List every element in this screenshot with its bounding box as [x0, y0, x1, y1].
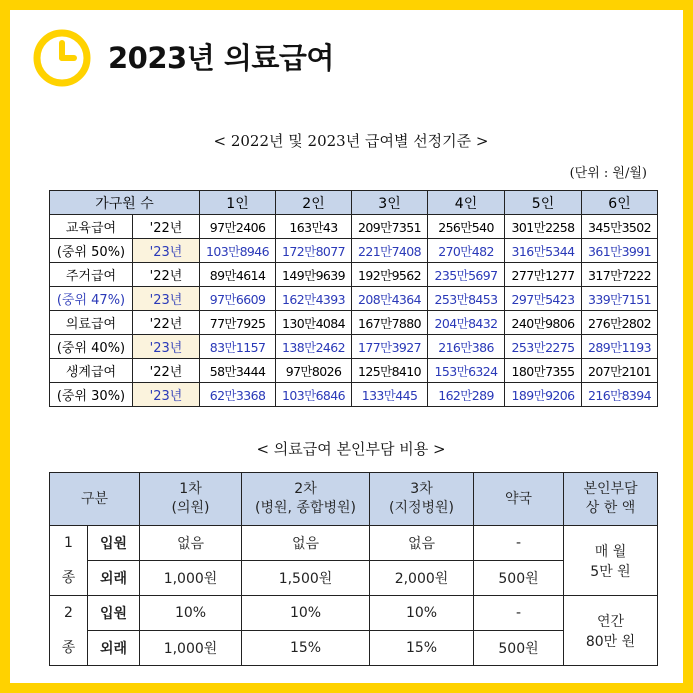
tier2-desc: (병원, 종합병원)	[255, 500, 356, 516]
value-cell: 138만2462	[276, 335, 352, 359]
value-cell: 83만1157	[200, 335, 276, 359]
value-cell: 89만4614	[200, 263, 276, 287]
table2-header-row	[50, 473, 658, 526]
class-2-cell	[50, 596, 88, 666]
year-cell: '22년	[133, 215, 200, 239]
value-cell: 153만6324	[428, 359, 505, 383]
value-cell: 235만5697	[428, 263, 505, 287]
table-row	[50, 359, 658, 383]
value-cell: 130만4084	[276, 311, 352, 335]
header-pharmacy: 약국	[474, 473, 564, 526]
cap-label-1: 본인부담	[583, 481, 638, 497]
tier3-label: 3차	[410, 481, 433, 497]
value-cell: 209만7351	[352, 215, 428, 239]
value-cell: 없음	[370, 526, 474, 561]
header-type: 구분	[50, 473, 140, 526]
value-cell: 177만3927	[352, 335, 428, 359]
cap-amount: 80만 원	[585, 633, 636, 650]
header-2p: 2인	[276, 191, 352, 215]
table1-header-row	[50, 191, 658, 215]
header-4p: 4인	[428, 191, 505, 215]
benefit-ratio: (중위 47%)	[50, 287, 133, 311]
value-cell: 301만2258	[505, 215, 582, 239]
value-cell: 277만1277	[505, 263, 582, 287]
value-cell: 207만2101	[582, 359, 658, 383]
table-row	[50, 263, 658, 287]
table1-caption: < 2022년 및 2023년 급여별 선정기준 >	[213, 132, 489, 150]
value-cell: 289만1193	[582, 335, 658, 359]
header-tier2	[242, 473, 370, 526]
care-type: 외래	[88, 561, 140, 596]
value-cell: 163만43	[276, 215, 352, 239]
table-row	[50, 215, 658, 239]
value-cell: 133만445	[352, 383, 428, 407]
cap-amount: 5만 원	[590, 563, 631, 580]
clock-icon	[32, 28, 92, 88]
value-cell: -	[474, 526, 564, 561]
class-label: 종	[61, 639, 76, 656]
benefit-ratio: (중위 30%)	[50, 383, 133, 407]
care-type: 외래	[88, 631, 140, 666]
benefit-name: 생계급여	[50, 359, 133, 383]
year-cell: '22년	[133, 263, 200, 287]
value-cell: 297만5423	[505, 287, 582, 311]
year-cell: '23년	[133, 287, 200, 311]
benefit-name: 교육급여	[50, 215, 133, 239]
table-row	[50, 526, 658, 561]
header-tier1	[140, 473, 242, 526]
value-cell: 339만7151	[582, 287, 658, 311]
table-row	[50, 335, 658, 359]
value-cell: 97만2406	[200, 215, 276, 239]
class-num: 1	[64, 534, 73, 551]
value-cell: 216만386	[428, 335, 505, 359]
value-cell: 1,500원	[242, 561, 370, 596]
value-cell: 189만9206	[505, 383, 582, 407]
value-cell: 15%	[370, 631, 474, 666]
value-cell: 125만8410	[352, 359, 428, 383]
value-cell: 58만3444	[200, 359, 276, 383]
value-cell: 221만7408	[352, 239, 428, 263]
benefit-ratio: (중위 40%)	[50, 335, 133, 359]
cap-cell	[564, 526, 658, 596]
value-cell: 103만6846	[276, 383, 352, 407]
care-type: 입원	[88, 526, 140, 561]
header-cap	[564, 473, 658, 526]
header-5p: 5인	[505, 191, 582, 215]
copayment-table	[49, 472, 658, 666]
value-cell: 317만7222	[582, 263, 658, 287]
table-row	[50, 239, 658, 263]
care-type: 입원	[88, 596, 140, 631]
tier1-label: 1차	[179, 481, 202, 497]
table1-unit: (단위 : 원/월)	[569, 166, 647, 181]
value-cell: 없음	[242, 526, 370, 561]
value-cell: 10%	[242, 596, 370, 631]
year-cell: '23년	[133, 383, 200, 407]
value-cell: 167만7880	[352, 311, 428, 335]
value-cell: 162만4393	[276, 287, 352, 311]
table-row	[50, 383, 658, 407]
header-3p: 3인	[352, 191, 428, 215]
value-cell: 208만4364	[352, 287, 428, 311]
value-cell: 162만289	[428, 383, 505, 407]
value-cell: 345만3502	[582, 215, 658, 239]
value-cell: 149만9639	[276, 263, 352, 287]
value-cell: 62만3368	[200, 383, 276, 407]
table2-caption: < 의료급여 본인부담 비용 >	[256, 440, 446, 458]
value-cell: 276만2802	[582, 311, 658, 335]
year-cell: '22년	[133, 359, 200, 383]
header-6p: 6인	[582, 191, 658, 215]
value-cell: 10%	[370, 596, 474, 631]
value-cell: 256만540	[428, 215, 505, 239]
value-cell: 103만8946	[200, 239, 276, 263]
page-title: 2023년 의료급여	[108, 41, 334, 75]
header-household: 가구원 수	[50, 191, 200, 215]
year-cell: '22년	[133, 311, 200, 335]
table-row	[50, 596, 658, 631]
value-cell: -	[474, 596, 564, 631]
value-cell: 216만8394	[582, 383, 658, 407]
class-num: 2	[64, 604, 73, 621]
value-cell: 361만3991	[582, 239, 658, 263]
value-cell: 10%	[140, 596, 242, 631]
value-cell: 1,000원	[140, 561, 242, 596]
value-cell: 172만8077	[276, 239, 352, 263]
year-cell: '23년	[133, 239, 200, 263]
table-row	[50, 311, 658, 335]
selection-criteria-table	[49, 190, 658, 407]
value-cell: 1,000원	[140, 631, 242, 666]
benefit-name: 의료급여	[50, 311, 133, 335]
table-row	[50, 287, 658, 311]
header-tier3	[370, 473, 474, 526]
value-cell: 204만8432	[428, 311, 505, 335]
value-cell: 500원	[474, 561, 564, 596]
header-1p: 1인	[200, 191, 276, 215]
value-cell: 없음	[140, 526, 242, 561]
cap-label-2: 상 한 액	[585, 500, 636, 516]
cap-period: 연간	[596, 613, 625, 630]
value-cell: 192만9562	[352, 263, 428, 287]
class-label: 종	[61, 569, 76, 586]
value-cell: 500원	[474, 631, 564, 666]
tier1-desc: (의원)	[171, 500, 210, 516]
document-card	[37, 118, 665, 674]
tier2-label: 2차	[294, 481, 317, 497]
cap-cell	[564, 596, 658, 666]
value-cell: 270만482	[428, 239, 505, 263]
class-1-cell	[50, 526, 88, 596]
value-cell: 77만7925	[200, 311, 276, 335]
value-cell: 97만6609	[200, 287, 276, 311]
benefit-ratio: (중위 50%)	[50, 239, 133, 263]
value-cell: 180만7355	[505, 359, 582, 383]
value-cell: 15%	[242, 631, 370, 666]
value-cell: 240만9806	[505, 311, 582, 335]
frame	[10, 10, 683, 683]
benefit-name: 주거급여	[50, 263, 133, 287]
value-cell: 97만8026	[276, 359, 352, 383]
tier3-desc: (지정병원)	[388, 500, 455, 516]
cap-period: 매 월	[594, 543, 627, 560]
header	[10, 10, 683, 110]
year-cell: '23년	[133, 335, 200, 359]
value-cell: 253만2275	[505, 335, 582, 359]
value-cell: 253만8453	[428, 287, 505, 311]
value-cell: 2,000원	[370, 561, 474, 596]
value-cell: 316만5344	[505, 239, 582, 263]
